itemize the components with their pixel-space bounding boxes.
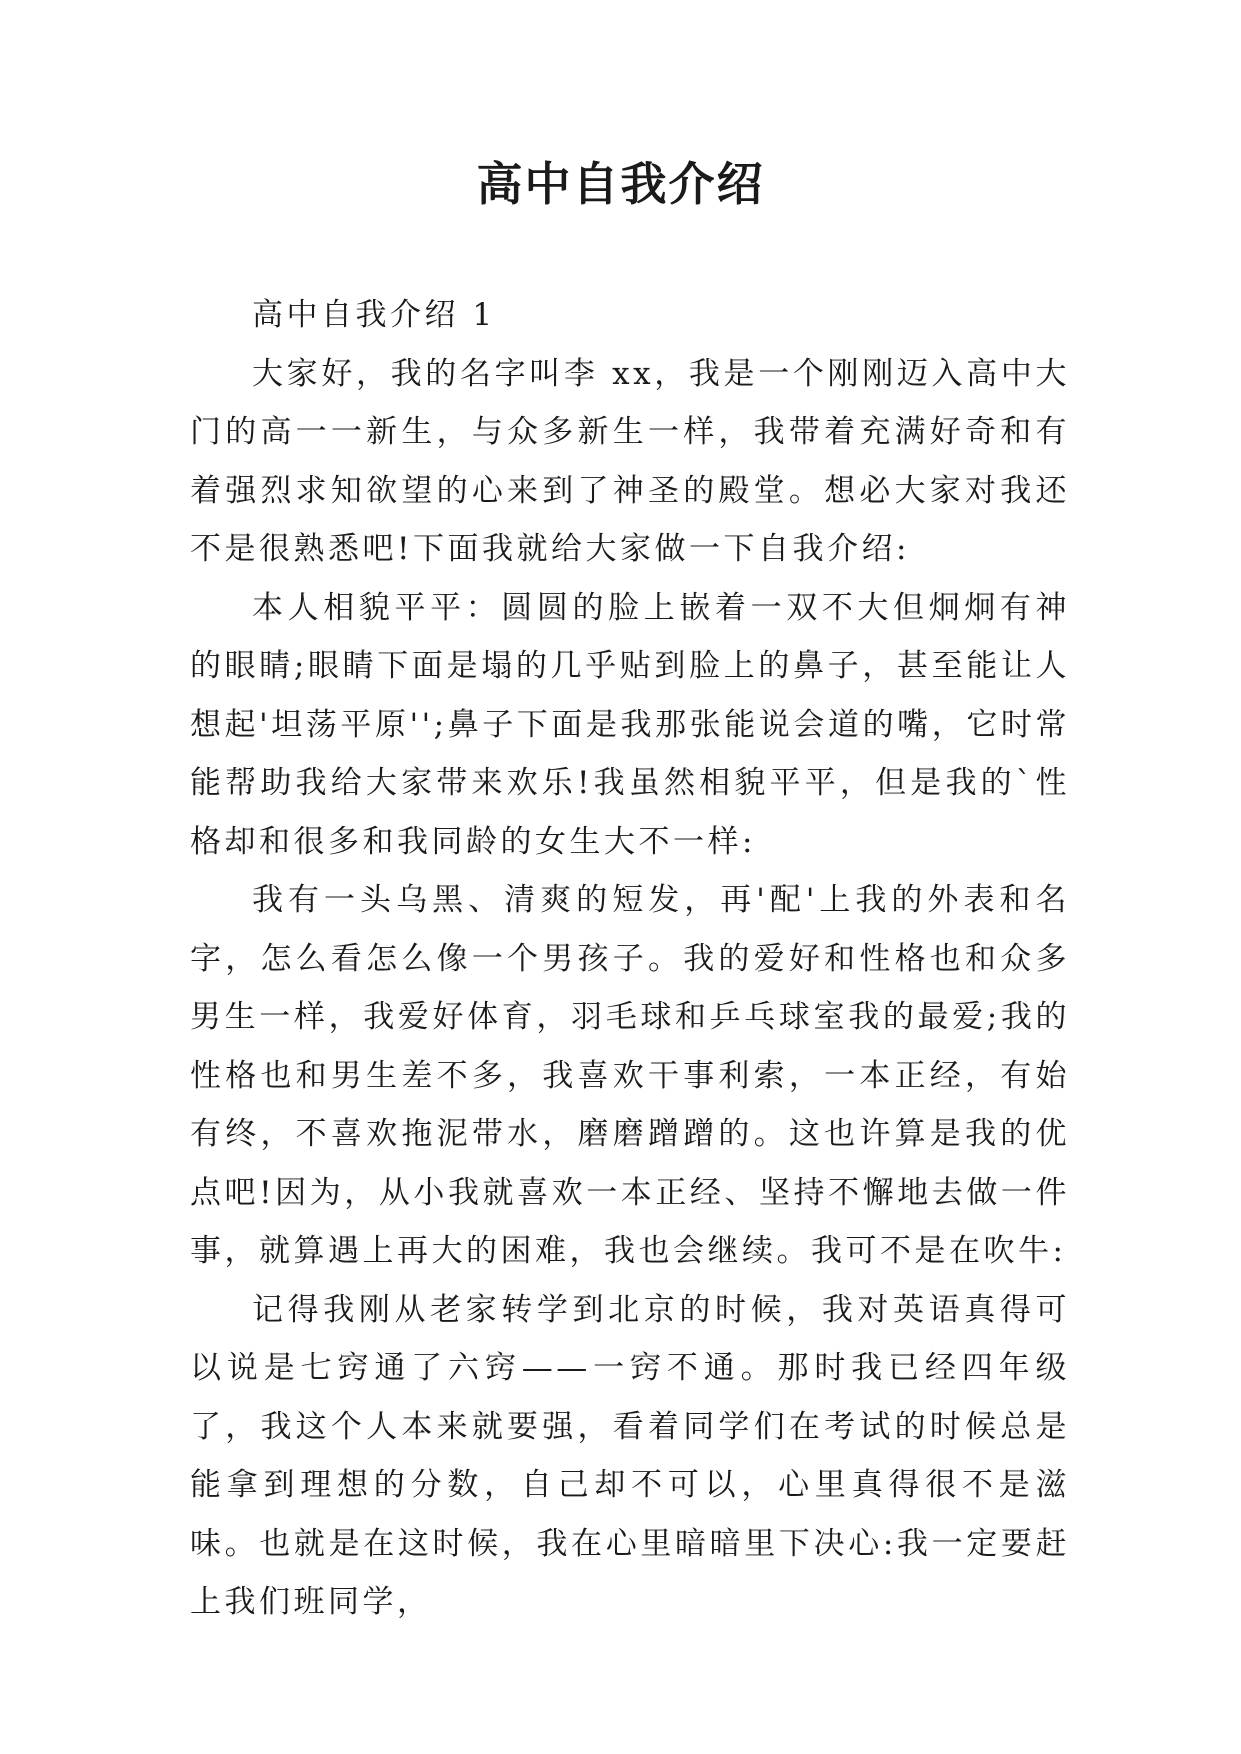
paragraph-3: 我有一头乌黑、清爽的短发，再'配'上我的外表和名字，怎么看怎么像一个男孩子。我的爱好和性格也和众多男生一样，我爱好体育，羽毛球和乒乓球室我的最爱;我的性格也和男生差不多，我喜欢干事利索，一本正经，有始有终，不喜欢拖泥带水，磨磨蹭蹭的。这也许算是我的优点吧!因为，从小我就喜欢一本正经、坚持不懈地去做一件事，就算遇上再大的困难，我也会继续。我可不是在吹牛: xyxy=(190,882,1070,1269)
paragraph-1: 大家好，我的名字叫李 xx，我是一个刚刚迈入高中大门的高一一新生，与众多新生一样，我带着充满好奇和有着强烈求知欲望的心来到了神圣的殿堂。想必大家对我还不是很熟悉吧!下面我就给大家做一下自我介绍: xyxy=(190,355,1070,567)
document-body xyxy=(190,286,1070,1632)
section-heading: 高中自我介绍 1 xyxy=(252,297,496,333)
paragraph-4: 记得我刚从老家转学到北京的时候，我对英语真得可以说是七窍通了六窍——一窍不通。那时我已经四年级了，我这个人本来就要强，看着同学们在考试的时候总是能拿到理想的分数，自己却不可以，心里真得很不是滋味。也就是在这时候，我在心里暗暗里下决心:我一定要赶上我们班同学， xyxy=(190,1291,1070,1620)
document-title: 高中自我介绍 xyxy=(476,157,765,211)
paragraph-2: 本人相貌平平：圆圆的脸上嵌着一双不大但炯炯有神的眼睛;眼睛下面是塌的几乎贴到脸上的鼻子，甚至能让人想起'坦荡平原'';鼻子下面是我那张能说会道的嘴，它时常能帮助我给大家带来欢乐!我虽然相貌平平，但是我的`性格却和很多和我同龄的女生大不一样: xyxy=(190,589,1070,860)
